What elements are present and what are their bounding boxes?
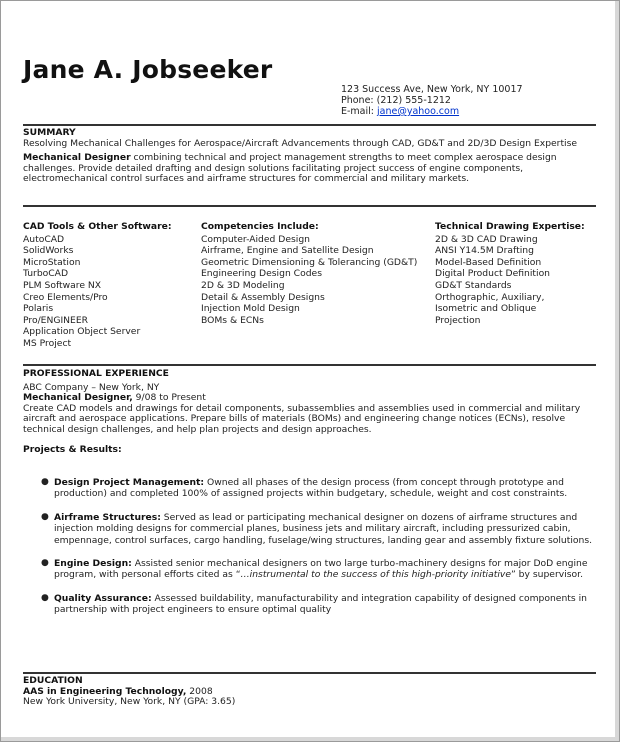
competency-item: Engineering Design Codes <box>201 268 322 280</box>
project-tail: ” by supervisor. <box>511 569 583 581</box>
summary-title: Mechanical Designer <box>23 152 131 164</box>
cad-tools-column <box>23 221 172 350</box>
divider <box>23 205 596 207</box>
cad-item: TurboCAD <box>23 268 69 280</box>
contact-block <box>341 84 523 117</box>
drawing-item: Model-Based Definition <box>435 256 542 268</box>
competency-item: Computer-Aided Design <box>201 233 310 245</box>
drawing-item: Isometric and Oblique <box>435 303 537 315</box>
experience-heading: PROFESSIONAL EXPERIENCE <box>23 368 169 379</box>
education-section <box>23 676 598 708</box>
divider <box>23 364 596 366</box>
address: 123 Success Ave, New York, NY 10017 <box>341 84 523 95</box>
degree-year: 2008 <box>186 685 213 697</box>
bullet-icon: ● <box>41 592 49 603</box>
drawing-expertise-heading: Technical Drawing Expertise: <box>435 221 585 232</box>
competency-item: Injection Mold Design <box>201 303 300 315</box>
project-title: Engine Design: <box>54 558 132 570</box>
drawing-item: Digital Product Definition <box>435 268 551 280</box>
project-text: Served as lead or participating mechanical designer on dozens of airframe structures and injection molding designs for commercial planes, business jets and military aircraft, including pressurized cabin, empennage, control surfaces, cargo handling, fuselage/wing structures, landing gear and assembly fixture solutions. <box>54 511 593 546</box>
projects-heading: Projects & Results: <box>23 443 122 455</box>
projects-list <box>41 477 596 616</box>
bullet-icon: ● <box>41 558 49 569</box>
cad-item: MS Project <box>23 337 72 349</box>
education-heading: EDUCATION <box>23 675 83 686</box>
summary-line: Resolving Mechanical Challenges for Aerospace/Aircraft Advancements through CAD, GD&T and 2D/3D Design Expertise <box>23 137 578 149</box>
cad-item: Application Object Server <box>23 326 141 338</box>
cad-item: MicroStation <box>23 256 81 268</box>
competency-item: 2D & 3D Modeling <box>201 279 285 291</box>
drawing-item: Projection <box>435 314 481 326</box>
degree: AAS in Engineering Technology, <box>23 685 187 697</box>
drawing-expertise-column <box>435 221 585 326</box>
email-link[interactable]: jane@yahoo.com <box>377 106 460 117</box>
project-text: Assessed buildability, manufacturability and integration capability of designed components in partnership with project engineers to ensure optimal quality <box>54 592 587 616</box>
drawing-item: Orthographic, Auxiliary, <box>435 291 545 303</box>
project-title: Quality Assurance: <box>54 592 152 604</box>
cad-tools-heading: CAD Tools & Other Software: <box>23 221 172 232</box>
project-title: Airframe Structures: <box>54 511 161 523</box>
project-title: Design Project Management: <box>54 477 205 488</box>
experience-section <box>23 369 598 455</box>
summary-paragraph <box>23 153 598 185</box>
list-item <box>41 558 596 581</box>
bullet-icon: ● <box>41 511 49 522</box>
school: New York University, New York, NY (GPA: 3.65) <box>23 696 236 708</box>
summary-heading: SUMMARY <box>23 127 76 138</box>
competencies-heading: Competencies Include: <box>201 221 319 232</box>
email-label: E-mail: <box>341 106 378 117</box>
competency-item: Geometric Dimensioning & Tolerancing (GD&T) <box>201 256 418 268</box>
list-item <box>41 512 596 546</box>
cad-item: Polaris <box>23 303 54 315</box>
cad-item: Pro/ENGINEER <box>23 314 89 326</box>
divider <box>23 672 596 674</box>
cad-item: SolidWorks <box>23 245 74 257</box>
cad-item: Creo Elements/Pro <box>23 291 108 303</box>
project-quote: …instrumental to the success of this high-priority initiative <box>240 569 511 581</box>
competency-item: BOMs & ECNs <box>201 314 264 326</box>
competencies-column <box>201 221 417 326</box>
cad-item: AutoCAD <box>23 233 65 245</box>
drawing-item: GD&T Standards <box>435 279 512 291</box>
candidate-name: Jane A. Jobseeker <box>23 55 273 84</box>
bullet-icon: ● <box>41 477 49 487</box>
email-line <box>341 106 523 117</box>
role-dates: 9/08 to Present <box>132 392 206 404</box>
list-item <box>41 477 596 500</box>
experience-description: Create CAD models and drawings for detail components, subassemblies and assemblies used in commercial and military aircraft and aerospace applications. Prepare bills of materials (BOMs) and engineering change notices (ECNs), resolve technical design challenges, and help plan projects and design approaches. <box>23 402 581 435</box>
summary-section <box>23 128 598 185</box>
drawing-item: ANSI Y14.5M Drafting <box>435 245 534 257</box>
role-title: Mechanical Designer, <box>23 392 133 404</box>
competency-item: Airframe, Engine and Satellite Design <box>201 245 374 257</box>
divider <box>23 124 596 126</box>
list-item <box>41 593 596 616</box>
company: ABC Company – New York, NY <box>23 381 160 393</box>
project-text: Owned all phases of the design process (from concept through prototype and production) and completed 100% of assigned projects within budgetary, schedule, weight and cost constraints. <box>54 477 568 500</box>
competency-item: Detail & Assembly Designs <box>201 291 325 303</box>
phone: Phone: (212) 555-1212 <box>341 95 451 106</box>
summary-body: combining technical and project management strengths to meet complex aerospace design challenges. Provide detailed drafting and design solutions facilitating project success of engine components, electromechanical control surfaces and airframe structures for commercial and military markets. <box>23 152 557 185</box>
drawing-item: 2D & 3D CAD Drawing <box>435 233 538 245</box>
project-text: Assisted senior mechanical designers on two large turbo-machinery designs for major DoD engine program, with personal efforts cited as “ <box>54 558 588 581</box>
cad-item: PLM Software NX <box>23 279 102 291</box>
